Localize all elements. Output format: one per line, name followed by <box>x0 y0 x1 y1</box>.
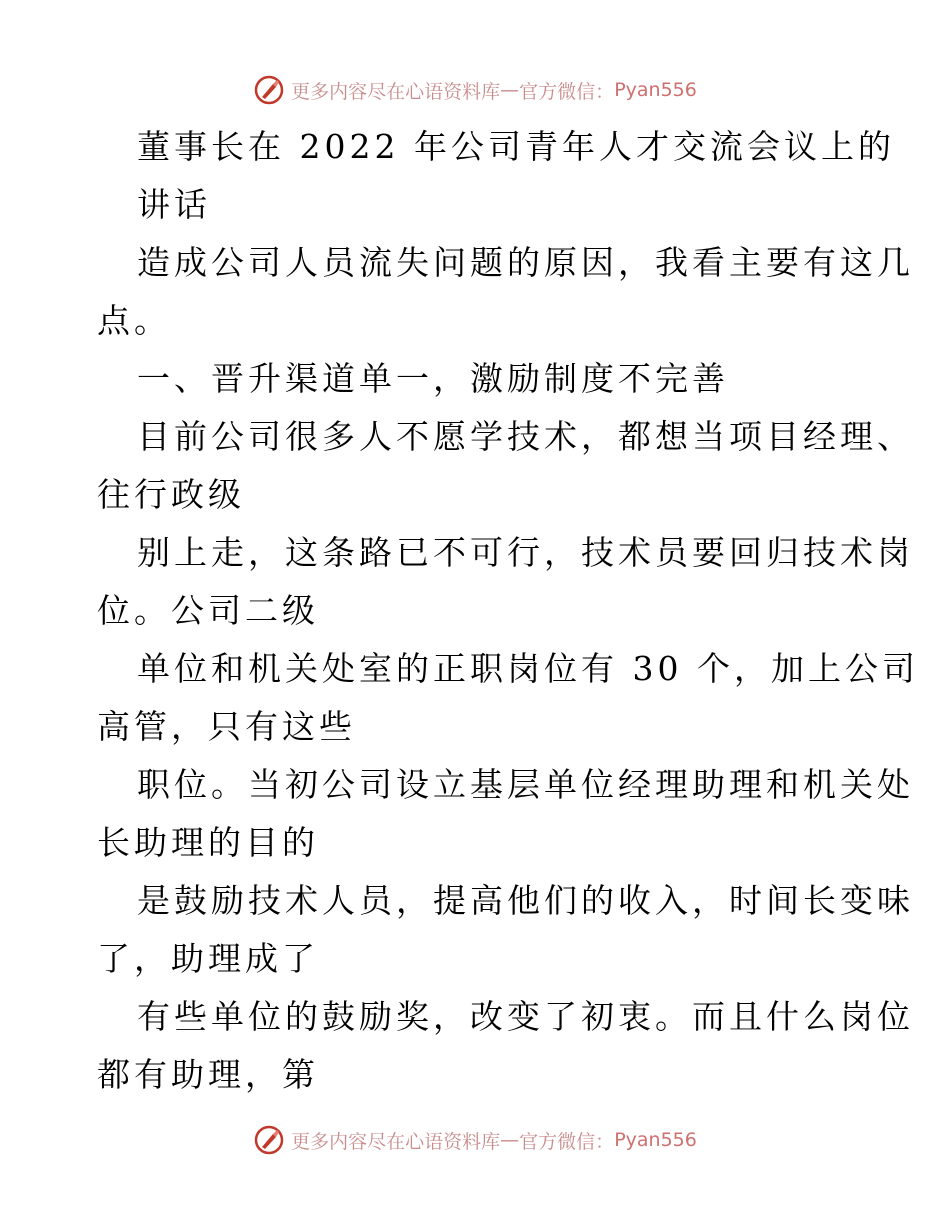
banner-wechat-id: Pyan556 <box>614 79 697 101</box>
banner-wechat-label: 官方微信： <box>519 1130 615 1153</box>
doc-line: 一、晋升渠道单一，激励制度不完善 <box>137 359 729 398</box>
doc-line: 董事长在 2022 年公司青年人才交流会议上的 <box>137 127 895 166</box>
banner-promo-text: 更多内容尽在心语资料库 <box>291 1130 501 1153</box>
doc-line: 职位。当初公司设立基层单位经理助理和机关处 <box>137 765 914 804</box>
doc-line: 造成公司人员流失问题的原因，我看主要有这几 <box>137 243 914 282</box>
footer-banner <box>0 1120 950 1160</box>
banner-wechat-id: Pyan556 <box>614 1129 697 1151</box>
pen-logo-icon <box>253 74 285 106</box>
doc-line: 了，助理成了 <box>97 939 319 978</box>
doc-line: 是鼓励技术人员，提高他们的收入，时间长变味 <box>137 881 914 920</box>
banner-promo-text: 更多内容尽在心语资料库 <box>291 80 501 103</box>
doc-line: 高管，只有这些 <box>97 707 356 746</box>
header-banner <box>0 70 950 110</box>
doc-line: 讲话 <box>137 185 211 224</box>
doc-line: 点。 <box>97 301 171 340</box>
pen-logo-icon <box>253 1124 285 1156</box>
banner-separator: — <box>500 1129 520 1151</box>
doc-line: 有些单位的鼓励奖，改变了初衷。而且什么岗位 <box>137 997 914 1036</box>
banner-separator: — <box>500 79 520 101</box>
doc-line: 往行政级 <box>97 475 245 514</box>
banner-wechat-label: 官方微信： <box>519 80 615 103</box>
doc-line: 位。公司二级 <box>97 591 319 630</box>
doc-line: 目前公司很多人不愿学技术，都想当项目经理、 <box>137 417 914 456</box>
doc-line: 长助理的目的 <box>97 823 319 862</box>
doc-line: 都有助理，第 <box>97 1055 319 1094</box>
doc-line: 单位和机关处室的正职岗位有 30 个，加上公司 <box>137 649 919 688</box>
doc-line: 别上走，这条路已不可行，技术员要回归技术岗 <box>137 533 914 572</box>
